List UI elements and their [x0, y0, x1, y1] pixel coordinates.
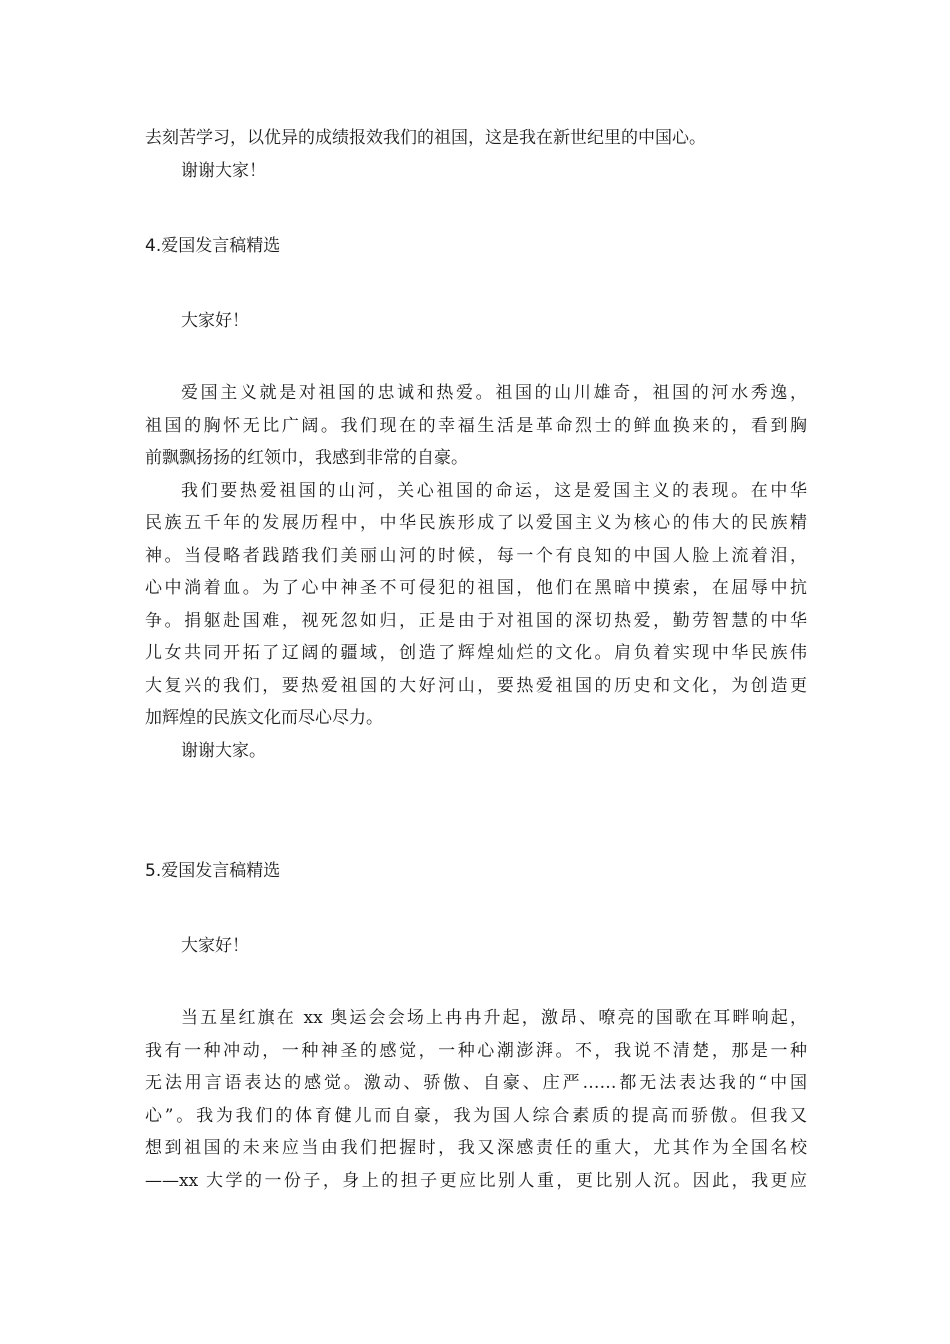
greeting: 大家好！ [181, 311, 249, 331]
greeting: 大家好！ [181, 936, 249, 956]
section-heading: 5.爱国发言稿精选 [145, 861, 281, 881]
section-heading: 4.爱国发言稿精选 [145, 236, 281, 256]
thanks-line: 谢谢大家。 [181, 740, 266, 761]
thanks-line: 谢谢大家！ [181, 160, 266, 181]
text-line: 心中淌着血。为了心中神圣不可侵犯的祖国，他们在黑暗中摸索，在屈辱中抗 [145, 578, 807, 598]
text-line: 加辉煌的民族文化而尽心尽力。 [145, 708, 383, 728]
text-line: 大复兴的我们，要热爱祖国的大好河山，要热爱祖国的历史和文化，为创造更 [145, 675, 807, 696]
text-line: 心”。我为我们的体育健儿而自豪，我为国人综合素质的提高而骄傲。但我又 [145, 1105, 807, 1126]
text-line: 当五星红旗在 xx 奥运会会场上冉冉升起，激昂、嘹亮的国歌在耳畔响起， [181, 1008, 807, 1028]
text-line: 我们要热爱祖国的山河，关心祖国的命运，这是爱国主义的表现。在中华 [181, 480, 807, 501]
text-line: 爱国主义就是对祖国的忠诚和热爱。祖国的山川雄奇，祖国的河水秀逸， [181, 383, 807, 403]
text-line: 争。捐躯赴国难，视死忽如归，正是由于对祖国的深切热爱，勤劳智慧的中华 [145, 610, 807, 631]
text-line: 儿女共同开拓了辽阔的疆域，创造了辉煌灿烂的文化。肩负着实现中华民族伟 [145, 643, 807, 663]
text-line: 前飘飘扬扬的红领巾，我感到非常的自豪。 [145, 448, 468, 468]
text-line: 我有一种冲动，一种神圣的感觉，一种心潮澎湃。不，我说不清楚，那是一种 [145, 1040, 807, 1061]
text-line: ——xx 大学的一份子，身上的担子更应比别人重，更比别人沉。因此，我更应 [145, 1170, 807, 1191]
text-line: 神。当侵略者践踏我们美丽山河的时候，每一个有良知的中国人脸上流着泪， [145, 545, 807, 566]
text-line: 民族五千年的发展历程中，中华民族形成了以爱国主义为核心的伟大的民族精 [145, 513, 807, 533]
text-line: 去刻苦学习，以优异的成绩报效我们的祖国，这是我在新世纪里的中国心。 [145, 128, 706, 148]
sec3-closing-paragraph [145, 122, 807, 187]
paragraph [145, 377, 807, 767]
text-line: 无法用言语表达的感觉。激动、骄傲、自豪、庄严……都无法表达我的“中国 [145, 1073, 807, 1093]
text-line: 想到祖国的未来应当由我们把握时，我又深感责任的重大，尤其作为全国名校 [145, 1138, 807, 1158]
paragraph [145, 1002, 807, 1197]
text-line: 祖国的胸怀无比广阔。我们现在的幸福生活是革命烈士的鲜血换来的，看到胸 [145, 415, 807, 436]
